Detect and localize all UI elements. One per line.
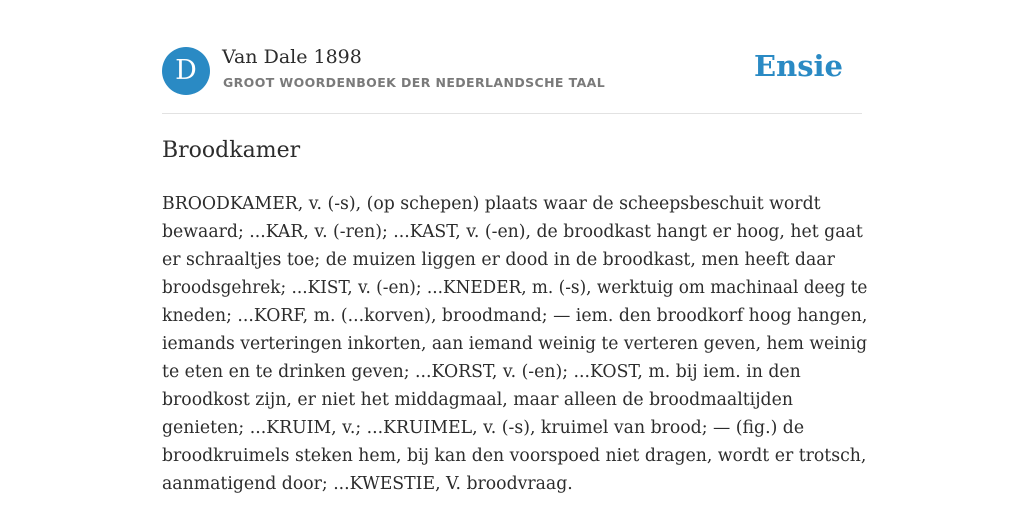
definition-line: BROODKAMER, v. (-s), (op schepen) plaats waar de scheepsbeschuit wordt (162, 194, 821, 214)
entry-title: Broodkamer (162, 138, 301, 163)
definition-line: broodkost zijn, er niet het middagmaal, maar alleen de broodmaaltijden (162, 390, 793, 410)
definition-line: broodkruimels steken hem, bij kan den voorspoed niet dragen, wordt er trotsch, (162, 446, 867, 466)
dictionary-name[interactable]: Van Dale 1898 (222, 46, 362, 68)
definition-line: iemands verteringen inkorten, aan iemand weinig te verteren geven, hem weinig (162, 334, 868, 354)
definition-line: broodsgehrek; ...KIST, v. (-en); ...KNEDER, m. (-s), werktuig om machinaal deeg te (162, 278, 868, 298)
definition-line: genieten; ...KRUIM, v.; ...KRUIMEL, v. (-s), kruimel van brood; — (fig.) de (162, 418, 805, 438)
entry-definition (162, 190, 872, 498)
definition-line: er schraaltjes toe; de muizen liggen er dood in de broodkast, men heeft daar (162, 250, 835, 270)
definition-line: aanmatigend door; ...KWESTIE, V. broodvraag. (162, 474, 573, 494)
header-divider (162, 113, 862, 114)
brand-logo[interactable]: Ensie (754, 49, 843, 83)
dictionary-subtitle: GROOT WOORDENBOEK DER NEDERLANDSCHE TAAL (223, 75, 606, 90)
definition-line: te eten en te drinken geven; ...KORST, v. (-en); ...KOST, m. bij iem. in den (162, 362, 801, 382)
definition-line: bewaard; ...KAR, v. (-ren); ...KAST, v. (-en), de broodkast hangt er hoog, het gaat (162, 222, 863, 242)
definition-line: kneden; ...KORF, m. (...korven), broodmand; — iem. den broodkorf hoog hangen, (162, 306, 868, 326)
site-header (162, 46, 862, 96)
dictionary-logo[interactable]: D (162, 47, 210, 95)
